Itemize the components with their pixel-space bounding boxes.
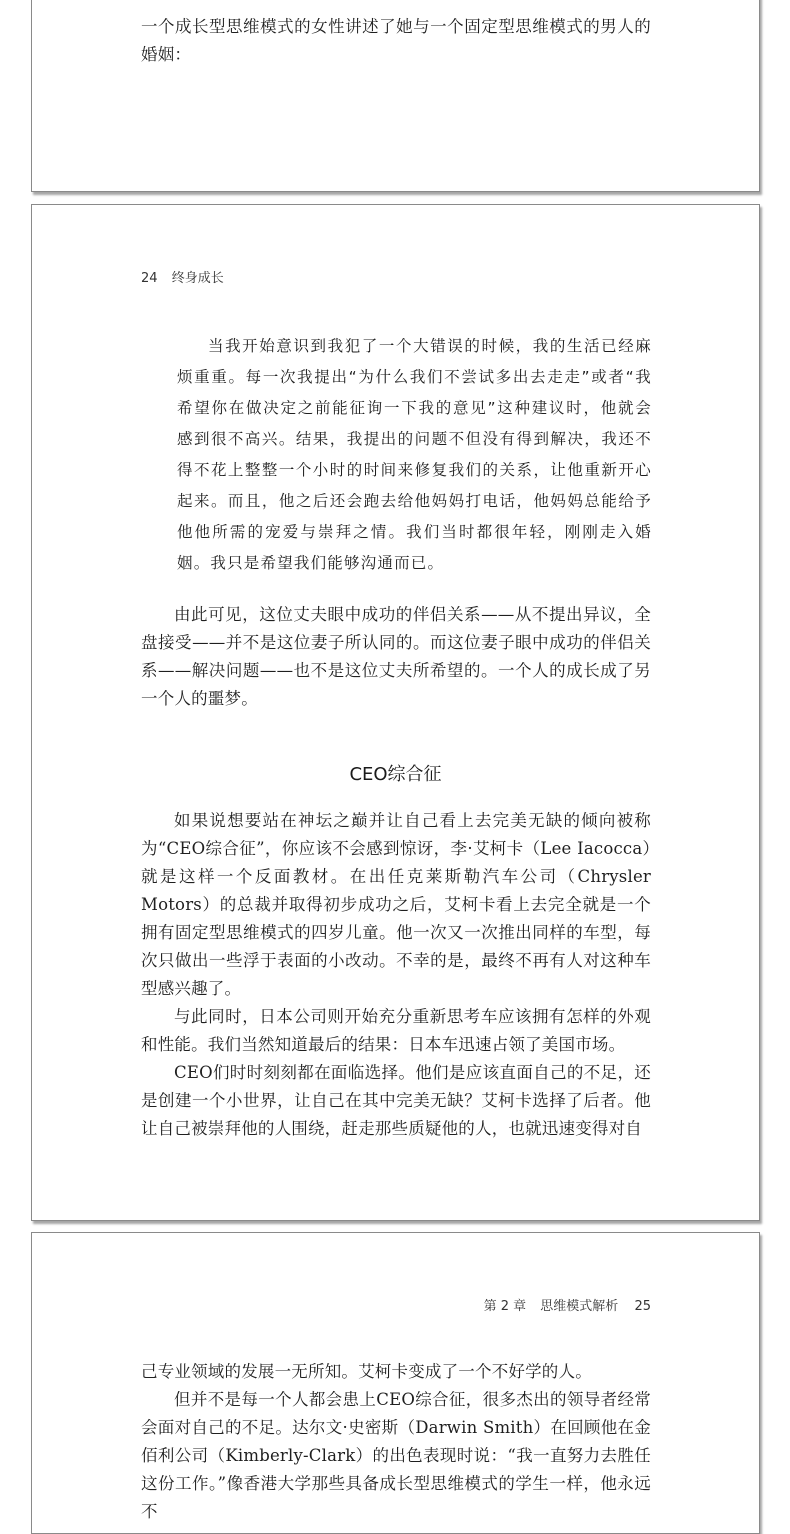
chapter-number: 第 2 章 [483, 1299, 527, 1314]
paragraph: 由此可见，这位丈夫眼中成功的伴侣关系——从不提出异议，全盘接受——并不是这位妻子所认同的。而这位妻子眼中成功的伴侣关系——解决问题——也不是这位丈夫所希望的。一个人的成长成了另一个人的噩梦。 [141, 605, 651, 708]
body-text [141, 601, 651, 713]
cut-off-line [141, 0, 651, 1]
page-number: 25 [634, 1299, 651, 1314]
block-quote [177, 331, 652, 579]
paragraph: CEO们时时刻刻都在面临选择。他们是应该直面自己的不足，还是创建一个小世界，让自己在其中完美无缺？艾柯卡选择了后者。他让自己被崇拜他的人围绕，赶走那些质疑他的人，也就迅速变得对自 [141, 1063, 651, 1138]
paragraph: 与此同时，日本公司则开始充分重新思考车应该拥有怎样的外观和性能。我们当然知道最后的结果：日本车迅速占领了美国市场。 [141, 1007, 651, 1054]
book-page-25 [31, 1232, 760, 1534]
quote-text: 当我开始意识到我犯了一个大错误的时候，我的生活已经麻烦重重。每一次我提出“为什么我们不尝试多出去走走”或者“我希望你在做决定之前能征询一下我的意见”这种建议时，他就会感到很不高兴。结果，我提出的问题不但没有得到解决，我还不得不花上整整一个小时的时间来修复我们的关系，让他重新开心起来。而且，他之后还会跑去给他妈妈打电话，他妈妈总能给予他他所需的宠爱与崇拜之情。我们当时都很年轻，刚刚走入婚姻。我只是希望我们能够沟通而已。 [177, 337, 652, 572]
paragraph: 但并不是每一个人都会患上CEO综合征，很多杰出的领导者经常会面对自己的不足。达尔文·史密斯（Darwin Smith）在回顾他在金佰利公司（Kimberly-Clark）的出色表现时说：“我一直努力去胜任这份工作。”像香港大学那些具备成长型思维模式的学生一样，他永远不 [141, 1390, 651, 1521]
paragraph: 一个成长型思维模式的女性讲述了她与一个固定型思维模式的男人的婚姻： [141, 17, 651, 64]
paragraph: 如果说想要站在神坛之巅并让自己看上去完美无缺的倾向被称为“CEO综合征”，你应该不会感到惊讶，李·艾柯卡（Lee Iacocca）就是这样一个反面教材。在出任克莱斯勒汽车公司（Chrysler Motors）的总裁并取得初步成功之后，艾柯卡看上去完全就是一个拥有固定型思维模式的四岁儿童。他一次又一次推出同样的车型，每次只做出一些浮于表面的小改动。不幸的是，最终不再有人对这种车型感兴趣了。 [141, 811, 651, 998]
running-head [484, 1295, 651, 1314]
book-page-24 [31, 204, 760, 1221]
page-number: 24 [141, 271, 158, 286]
body-text-section [141, 807, 651, 1143]
section-heading: CEO综合征 [349, 764, 442, 785]
page-top-text [141, 13, 651, 69]
body-text [141, 1358, 651, 1526]
book-page-top [31, 0, 760, 192]
chapter-title: 思维模式解析 [540, 1299, 619, 1314]
running-head [141, 267, 224, 286]
paragraph: 己专业领域的发展一无所知。艾柯卡变成了一个不好学的人。 [141, 1362, 592, 1381]
book-title: 终身成长 [171, 271, 224, 286]
